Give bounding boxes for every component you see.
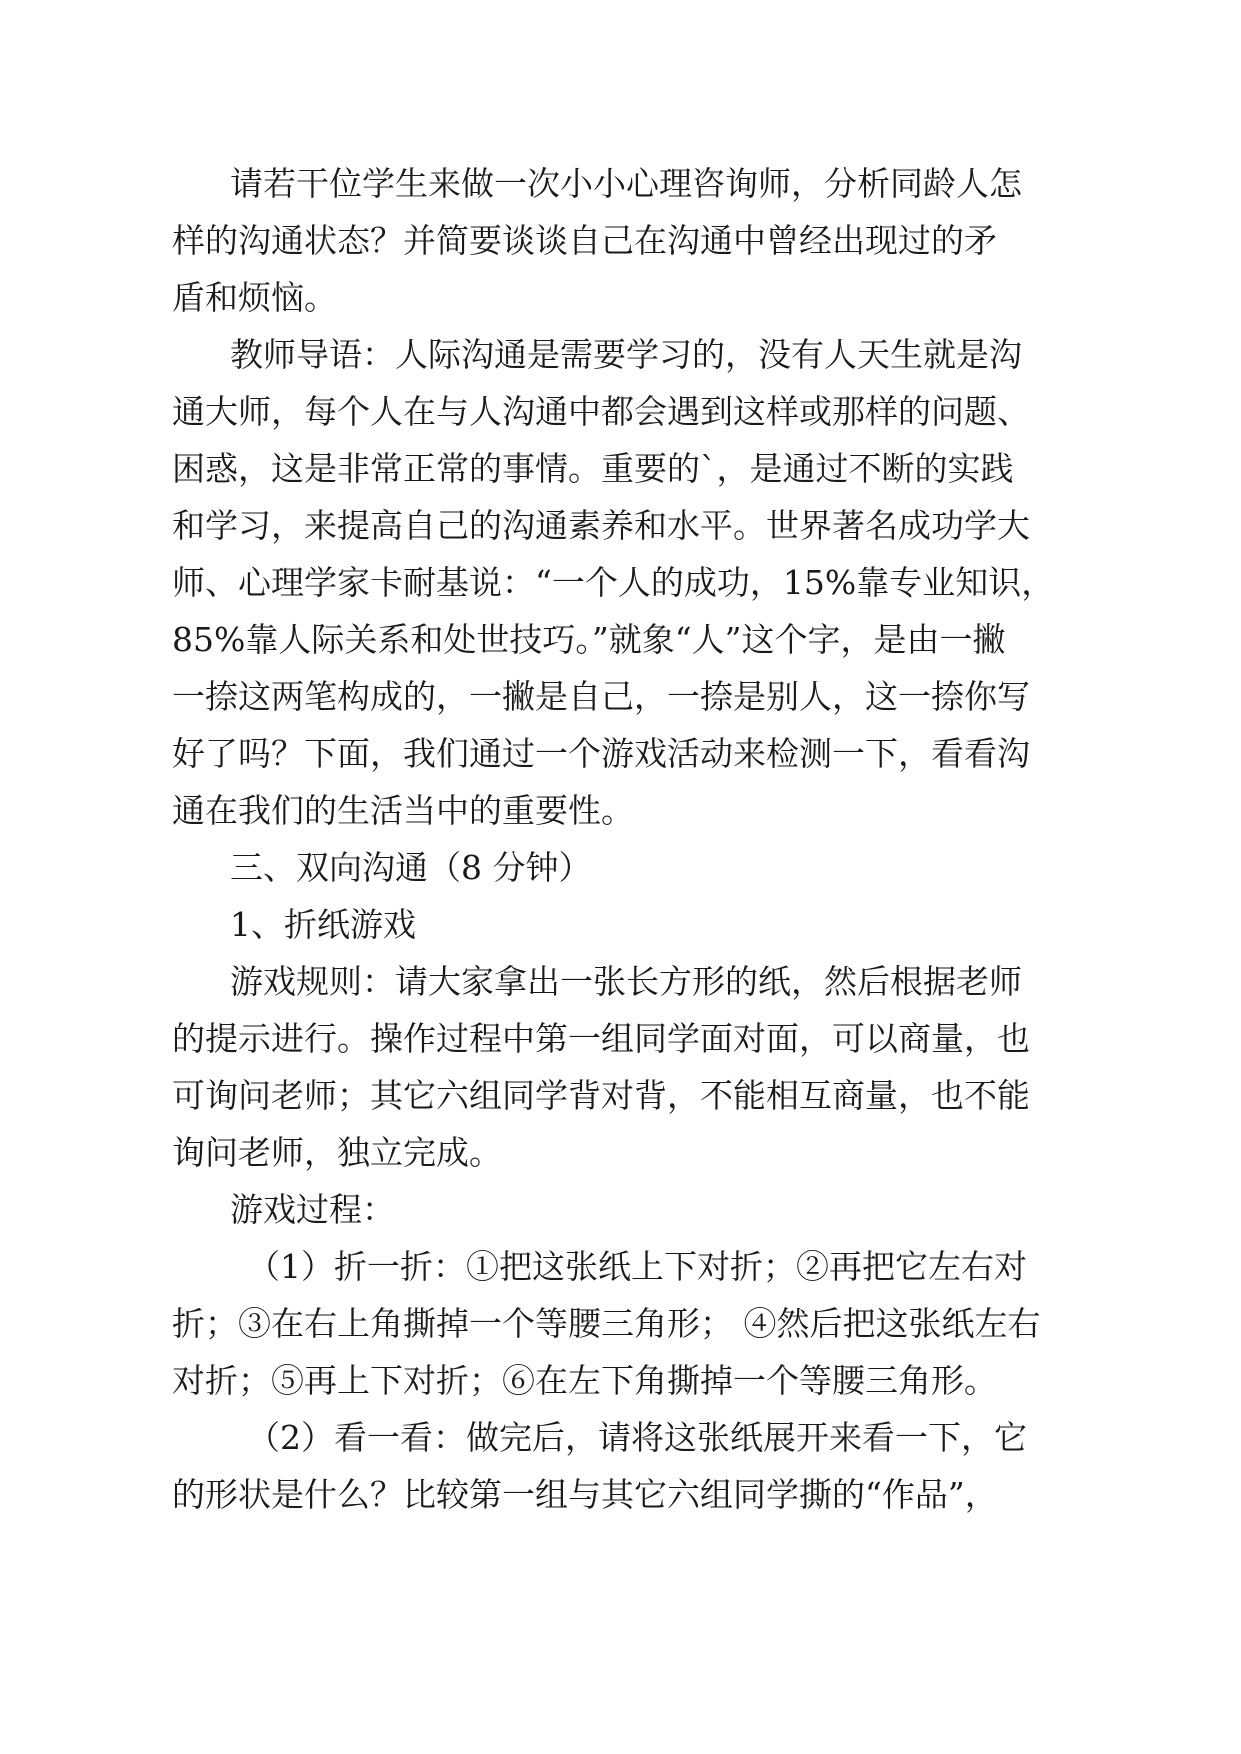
text-line-content: 教师导语：人际沟通是需要学习的，没有人天生就是沟 — [230, 335, 1022, 374]
text-line-content: 请若干位学生来做一次小小心理咨询师，分析同龄人怎 — [230, 164, 1022, 203]
text-line-content: 通在我们的生活当中的重要性。 — [172, 791, 634, 830]
text-line-content: 样的沟通状态？并简要谈谈自己在沟通中曾经出现过的矛 — [172, 221, 997, 260]
text-line-content: （2）看一看：做完后，请将这张纸展开来看一下，它 — [247, 1418, 1027, 1457]
text-line-content: 折；③在右上角撕掉一个等腰三角形； ④然后把这张纸左右 — [172, 1304, 1041, 1343]
text-line-content: 对折；⑤再上下对折；⑥在左下角撕掉一个等腰三角形。 — [172, 1361, 997, 1400]
text-line-content: 和学习，来提高自己的沟通素养和水平。世界著名成功学大 — [172, 506, 1030, 545]
text-line-content: 好了吗？下面，我们通过一个游戏活动来检测一下，看看沟 — [172, 734, 1030, 773]
text-line-content: 85%靠人际关系和处世技巧。”就象“人”这个字，是由一撇 — [172, 620, 1006, 659]
text-line-content: 通大师，每个人在与人沟通中都会遇到这样或那样的问题、 — [172, 392, 1030, 431]
text-line-content: 游戏过程： — [230, 1190, 395, 1229]
section-heading-content: 三、双向沟通（8 分钟） — [230, 848, 592, 887]
text-line-content: 师、心理学家卡耐基说：“一个人的成功，15%靠专业知识， — [172, 563, 1055, 602]
text-line-content: 的提示进行。操作过程中第一组同学面对面，可以商量，也 — [172, 1019, 1030, 1058]
text-line-content: 困惑，这是非常正常的事情。重要的`，是通过不断的实践 — [172, 449, 1014, 488]
text-line-content: 的形状是什么？比较第一组与其它六组同学撕的“作品”， — [172, 1475, 998, 1514]
sub-heading-content: 1、折纸游戏 — [230, 905, 416, 944]
text-line-content: 可询问老师；其它六组同学背对背，不能相互商量，也不能 — [172, 1076, 1030, 1115]
text-line-content: 询问老师，独立完成。 — [172, 1133, 502, 1172]
text-line-content: 游戏规则：请大家拿出一张长方形的纸，然后根据老师 — [230, 962, 1022, 1001]
text-line-content: 盾和烦恼。 — [172, 278, 337, 317]
text-line-content: 一捺这两笔构成的，一撇是自己，一捺是别人，这一捺你写 — [172, 677, 1030, 716]
text-line-content: （1）折一折：①把这张纸上下对折；②再把它左右对 — [247, 1247, 1027, 1286]
